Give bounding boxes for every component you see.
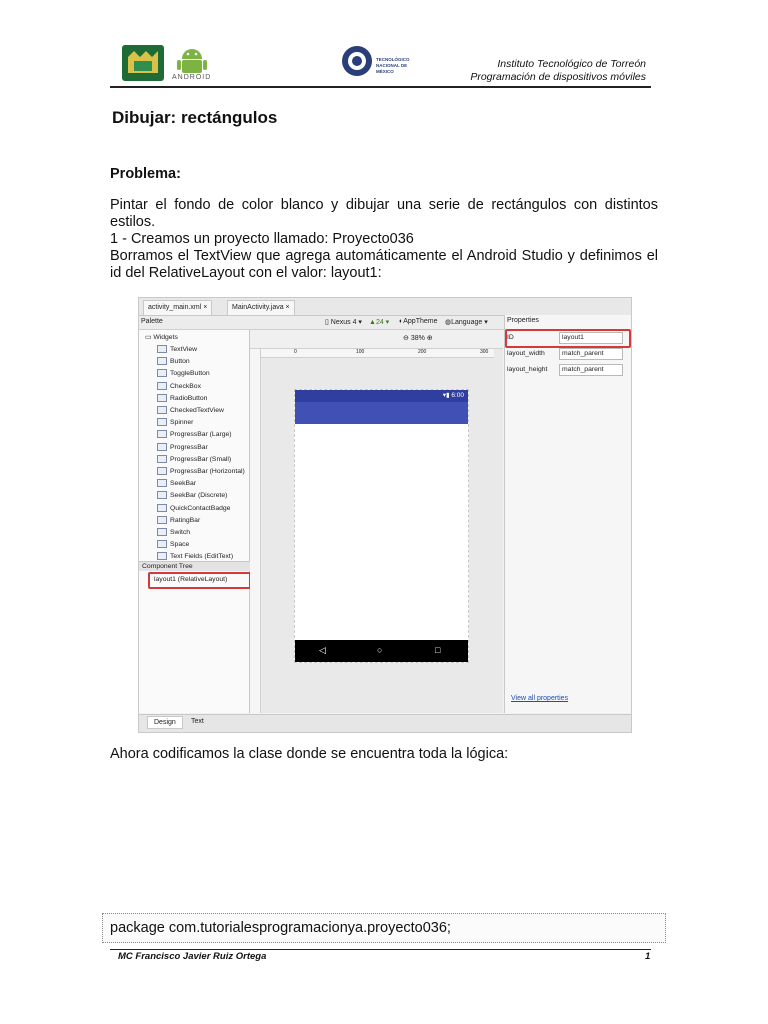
editor-tab-bar (139, 298, 631, 316)
widget-icon (157, 443, 167, 451)
palette-item-label: ProgressBar (170, 443, 208, 451)
tecnm-logo (340, 43, 374, 83)
device-selector[interactable]: ▯ Nexus 4 ▾ (325, 319, 362, 326)
tab-text[interactable]: Text (191, 718, 204, 725)
palette-item-label: SeekBar (170, 479, 197, 487)
widget-icon (157, 369, 167, 377)
widget-icon (157, 345, 167, 353)
paragraph-2: 1 - Creamos un proyecto llamado: Proyecto036 (110, 231, 414, 247)
property-name: ID (507, 334, 514, 341)
api-selector[interactable]: ▲24 ▾ (369, 319, 390, 326)
property-name: layout_height (507, 366, 548, 373)
android-studio-screenshot (138, 297, 632, 733)
palette-item[interactable] (157, 382, 201, 390)
palette-panel (139, 330, 250, 713)
paragraph-4: Ahora codificamos la clase donde se encuentra toda la lógica: (110, 746, 509, 762)
language-label: Language (451, 319, 483, 326)
palette-item-label: CheckedTextView (170, 406, 224, 414)
widget-icon (157, 418, 167, 426)
property-row-layout-height (507, 363, 628, 376)
paragraph-3: Borramos el TextView que agrega automáticamente el Android Studio y definimos el id del RelativeLayout con el valor: layout1: (110, 248, 658, 281)
palette-item-label: TextView (170, 345, 198, 353)
property-id-input[interactable]: layout1 (559, 332, 623, 344)
palette-item[interactable] (157, 455, 231, 463)
palette-item[interactable] (157, 418, 193, 426)
status-time: ▾▮ 6:00 (442, 392, 464, 399)
widget-icon (157, 491, 167, 499)
canvas-toolbar (250, 330, 503, 349)
document-title: Dibujar: rectángulos (112, 108, 278, 127)
footer-divider (110, 949, 651, 950)
palette-group-label: Widgets (153, 334, 178, 341)
language-selector[interactable]: ◍Language ▾ (445, 319, 488, 326)
ruler-mark: 0 (294, 349, 297, 355)
ruler-mark: 300 (480, 349, 489, 355)
theme-label: AppTheme (403, 318, 438, 325)
problem-text (110, 197, 658, 282)
component-tree-node[interactable] (148, 572, 251, 589)
layout-width-select[interactable]: match_parent (559, 348, 623, 360)
palette-item[interactable] (157, 479, 196, 487)
phone-nav-bar (295, 640, 468, 662)
palette-item[interactable] (157, 552, 233, 560)
palette-item-label: CheckBox (170, 382, 201, 390)
widget-icon (157, 540, 167, 548)
back-icon: ◁ (319, 645, 326, 655)
palette-item[interactable] (157, 504, 230, 512)
header-institution (470, 58, 646, 84)
institution-name: Instituto Tecnológico de Torreón (497, 58, 646, 70)
palette-item[interactable] (157, 491, 227, 499)
problem-label: Problema: (110, 166, 181, 182)
palette-item-label: Spinner (170, 418, 194, 426)
layout-height-select[interactable]: match_parent (559, 364, 623, 376)
phone-action-bar (295, 402, 468, 424)
page-number: 1 (645, 951, 651, 962)
phone-preview[interactable] (294, 389, 469, 663)
palette-item-label: Button (170, 357, 190, 365)
palette-item-label: ToggleButton (170, 370, 210, 378)
zoom-value: 38% (410, 335, 425, 342)
footer-author: MC Francisco Javier Ruiz Ortega (118, 951, 267, 962)
palette-item[interactable] (157, 369, 210, 377)
palette-item-label: RatingBar (170, 516, 201, 524)
torreon-crest-logo (120, 43, 166, 83)
tab-label: MainActivity.java (232, 304, 284, 311)
widget-icon (157, 455, 167, 463)
palette-title: Palette (141, 318, 163, 325)
widget-icon (157, 406, 167, 414)
tab-activity-main[interactable]: activity_main.xml × (143, 300, 212, 315)
palette-item[interactable] (157, 467, 245, 475)
palette-item[interactable] (157, 443, 208, 451)
properties-title: Properties (507, 317, 539, 324)
palette-item-label: RadioButton (170, 394, 208, 402)
property-row-layout-width (507, 347, 628, 360)
widget-icon (157, 467, 167, 475)
widget-icon (157, 528, 167, 536)
widget-icon (157, 394, 167, 402)
widget-icon (157, 516, 167, 524)
status-time-label: 6:00 (451, 392, 464, 399)
palette-item-label: Switch (170, 528, 191, 536)
palette-item-label: SeekBar (Discrete) (170, 492, 228, 500)
android-logo-text: ANDROID (172, 74, 212, 81)
ruler-mark: 100 (356, 349, 365, 355)
palette-item-label: QuickContactBadge (170, 504, 231, 512)
code-line: package com.tutorialesprogramacionya.proyecto036; (110, 920, 451, 936)
paragraph-4-wrapper (110, 746, 658, 763)
widget-icon (157, 479, 167, 487)
palette-item-label: ProgressBar (Large) (170, 431, 232, 439)
ruler-top (260, 349, 494, 358)
palette-item[interactable] (157, 406, 224, 414)
tab-main-activity[interactable]: MainActivity.java × (227, 300, 295, 315)
palette-item[interactable] (157, 528, 190, 536)
view-all-properties-link[interactable]: View all properties (511, 695, 569, 702)
tab-design[interactable]: Design (147, 716, 183, 729)
bottom-tab-bar (139, 714, 631, 733)
palette-item[interactable] (157, 394, 207, 402)
paragraph-1: Pintar el fondo de color blanco y dibujar una serie de rectángulos con distintos estilos. (110, 197, 658, 230)
palette-group-widgets[interactable]: ▭ Widgets (145, 334, 178, 341)
palette-item-label: Text Fields (EditText) (170, 553, 234, 561)
theme-selector[interactable]: ◐AppTheme (399, 318, 438, 325)
component-tree-title: Component Tree (139, 561, 252, 571)
palette-item[interactable] (157, 516, 200, 524)
palette-item-label: ProgressBar (Horizontal) (170, 467, 245, 475)
widget-icon (157, 430, 167, 438)
widget-icon (157, 382, 167, 390)
ruler-left (250, 349, 261, 713)
component-tree-node-label: layout1 (RelativeLayout) (154, 576, 228, 583)
tab-label: activity_main.xml (148, 304, 202, 311)
properties-panel (504, 315, 632, 713)
palette-item[interactable] (157, 540, 189, 548)
property-name: layout_width (507, 350, 545, 357)
widget-icon (157, 504, 167, 512)
header-divider (110, 86, 651, 88)
widget-icon (157, 552, 167, 560)
ruler-mark: 200 (418, 349, 427, 355)
property-row-id (507, 331, 628, 344)
palette-item[interactable] (157, 430, 232, 438)
home-icon: ○ (377, 645, 383, 655)
api-label: 24 (375, 319, 384, 326)
zoom-level[interactable]: ⊖ 38% ⊕ (403, 335, 433, 342)
device-label: Nexus 4 (330, 319, 357, 326)
palette-item-label: ProgressBar (Small) (170, 455, 232, 463)
course-name: Programación de dispositivos móviles (470, 71, 646, 83)
recents-icon: □ (435, 645, 441, 655)
widget-icon (157, 357, 167, 365)
palette-item[interactable] (157, 357, 190, 365)
tecnm-logo-text: TECNOLÓGICO NACIONAL DE MÉXICO (376, 57, 410, 74)
phone-status-bar (295, 390, 468, 402)
palette-item-label: Space (170, 540, 190, 548)
palette-item[interactable] (157, 345, 197, 353)
